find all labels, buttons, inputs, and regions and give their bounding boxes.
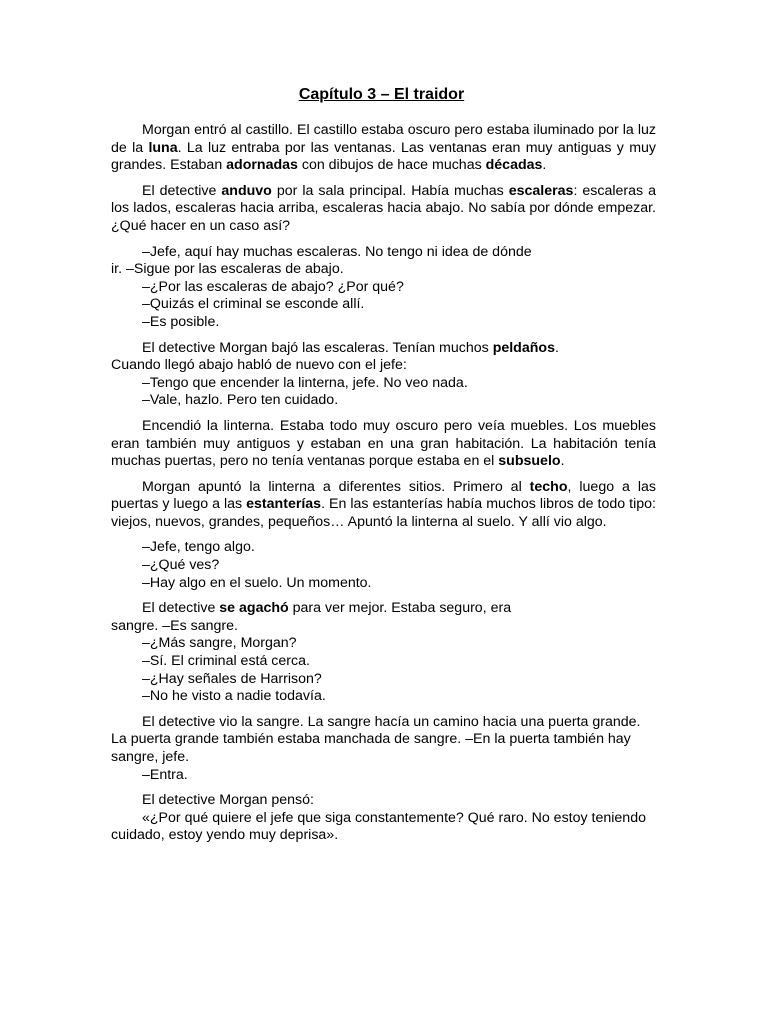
dialogue-line: –Hay algo en el suelo. Un momento. — [142, 574, 372, 591]
inner-thought: «¿Por qué quiere el jefe que siga constantemente? Qué raro. No estoy teniendo cuidado, estoy yendo muy deprisa». — [111, 809, 646, 844]
paragraph-flashlight: Encendió la linterna. Estaba todo muy oscuro pero veía muebles. Los muebles eran también muy antiguos y estaban en una gran habitación. La habitación tenía muchas puertas, pero no tenía ventanas porque estaba en el subsuelo. — [111, 417, 656, 470]
dialogue-block-stairs — [111, 244, 656, 332]
vocab-word: escaleras — [508, 182, 574, 199]
paragraph-door: El detective vio la sangre. La sangre hacía un camino hacia una puerta grande. La puerta grande también estaba manchada de sangre. –En la puerta también hay sangre, jefe. –Entra. — [111, 714, 656, 784]
dialogue-line: –¿Hay señales de Harrison? — [142, 670, 322, 687]
dialogue-line: –Vale, hazlo. Pero ten cuidado. — [142, 392, 339, 409]
vocab-word: subsuelo — [498, 453, 561, 470]
dialogue-line: –¿Por las escaleras de abajo? ¿Por qué? — [142, 278, 404, 295]
vocab-word: estanterías — [246, 496, 322, 513]
dialogue-block-found — [111, 539, 656, 592]
paragraph-thought: El detective Morgan pensó: «¿Por qué quiere el jefe que siga constantemente? Qué raro. No estoy teniendo cuidado, estoy yendo muy deprisa». — [111, 792, 656, 845]
dialogue-line: –Es posible. — [142, 313, 220, 330]
dialogue-line: –Quizás el criminal se esconde allí. — [142, 296, 365, 313]
vocab-word: techo — [529, 478, 568, 495]
dialogue-line: ir. –Sigue por las escaleras de abajo. — [111, 261, 344, 278]
dialogue-line: –Jefe, aquí hay muchas escaleras. No tengo ni idea de dónde — [142, 243, 532, 260]
vocab-word: adornadas — [226, 157, 298, 174]
dialogue-line: –Sí. El criminal está cerca. — [142, 653, 310, 670]
dialogue-line: –Jefe, tengo algo. — [142, 539, 255, 556]
dialogue-line: –No he visto a nadie todavía. — [142, 688, 326, 705]
dialogue-block-blood: El detective se agachó para ver mejor. Estaba seguro, era sangre. –Es sangre. –¿Más sangre, Morgan? –Sí. El criminal está cerca. –¿Hay señales de Harrison? –No he visto a nadie todavía. — [111, 600, 656, 706]
paragraph-shelves: Morgan apuntó la linterna a diferentes sitios. Primero al techo, luego a las puertas y luego a las estanterías. En las estanterías había muchos libros de todo tipo: viejos, nuevos, grandes, pequeños… Apuntó la linterna al suelo. Y allí vio algo. — [111, 478, 657, 530]
dialogue-line: –Entra. — [142, 766, 188, 783]
vocab-word: peldaños — [492, 339, 555, 356]
paragraph-descent: El detective Morgan bajó las escaleras. Tenían muchos peldaños. Cuando llegó abajo habló de nuevo con el jefe: –Tengo que encender la linterna, jefe. No veo nada. –Vale, hazlo. Pero ten cuidado. — [111, 340, 656, 410]
chapter-body — [111, 122, 656, 853]
dialogue-line: sangre. –Es sangre. — [111, 617, 238, 634]
vocab-word: se agachó — [219, 600, 289, 617]
dialogue-line: –¿Qué ves? — [142, 557, 220, 574]
vocab-word: anduvo — [221, 182, 272, 199]
vocab-word: luna — [148, 139, 178, 156]
paragraph-main-hall: El detective anduvo por la sala principal. Había muchas escaleras: escaleras a los lados, escaleras hacia arriba, escaleras hacia abajo. No sabía por dónde empezar. ¿Qué hacer en un caso así? — [111, 182, 657, 234]
dialogue-line: –Tengo que encender la linterna, jefe. No veo nada. — [142, 374, 468, 391]
paragraph-castle-entry: Morgan entró al castillo. El castillo estaba oscuro pero estaba iluminado por la luz de la luna. La luz entraba por las ventanas. Las ventanas eran muy antiguas y muy grandes. Estaban adornadas con dibujos de hace muchas décadas. — [111, 122, 656, 174]
chapter-title: Capítulo 3 – El traidor — [298, 86, 465, 103]
vocab-word: décadas — [485, 157, 543, 174]
dialogue-line: –¿Más sangre, Morgan? — [142, 635, 297, 652]
